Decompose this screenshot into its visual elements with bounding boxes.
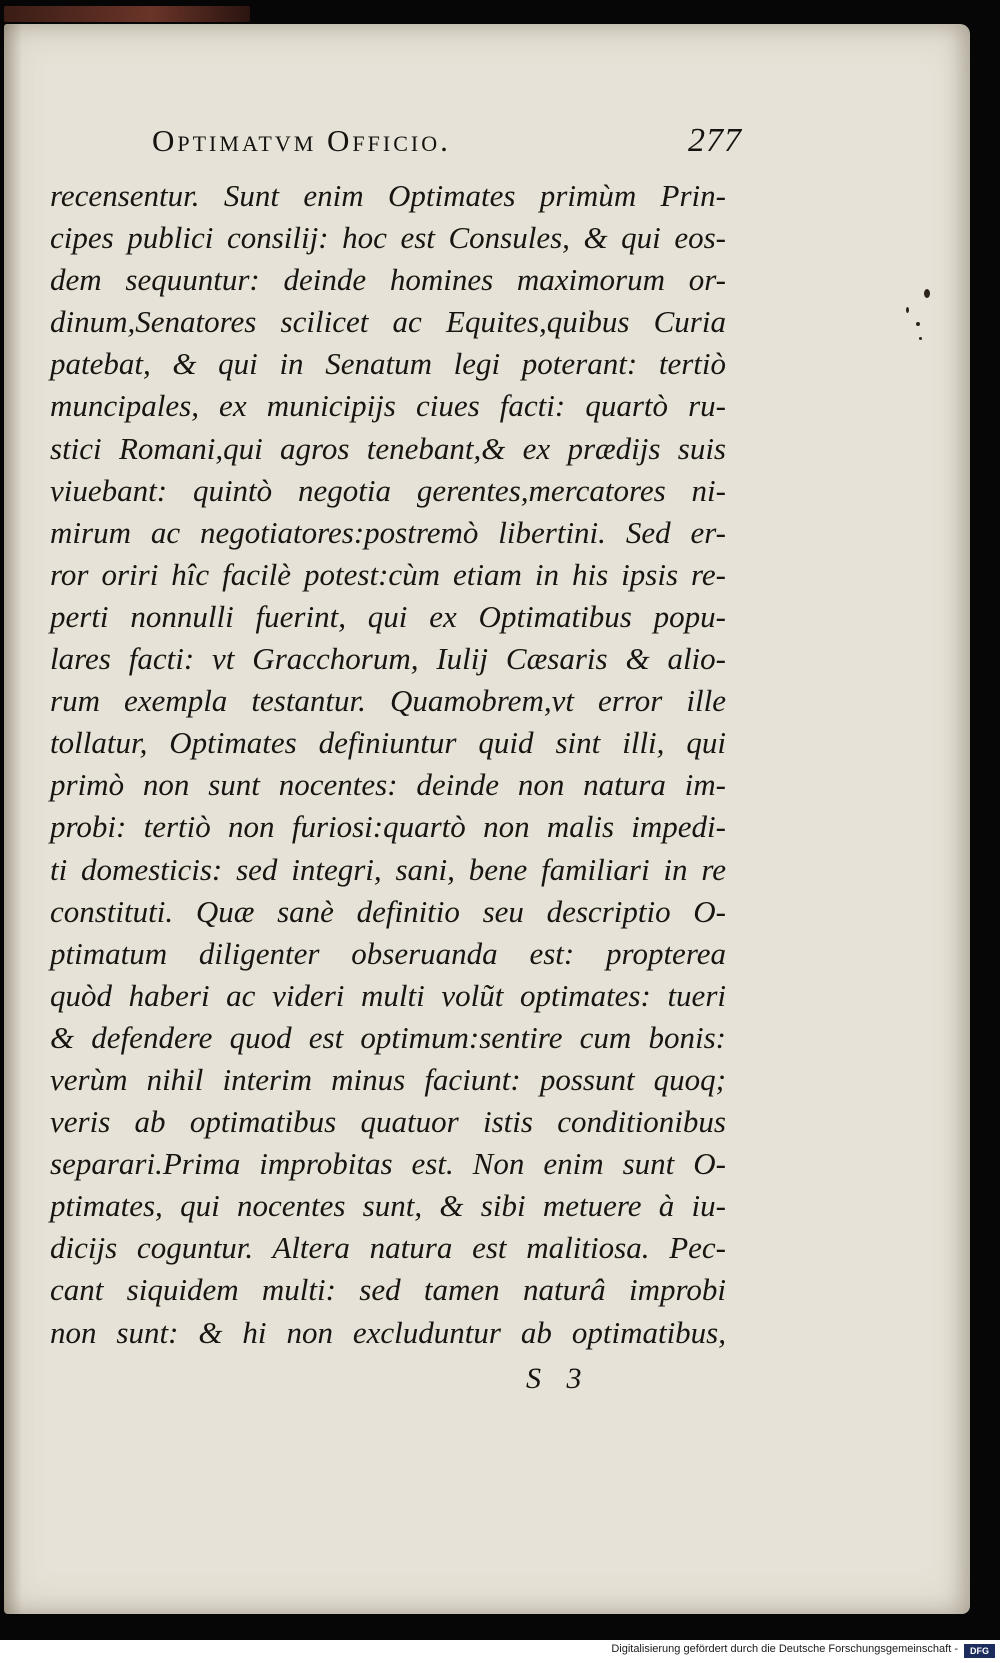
text-line-20: quòd haberi ac videri multi volũt optimates: tueri xyxy=(50,977,726,1013)
text-line-6: muncipales, ex municipijs ciues facti: quartò ru- xyxy=(50,388,726,424)
text-line-12: lares facti: vt Gracchorum, Iulij Cæsaris & alio- xyxy=(50,641,726,677)
dfg-logo: DFG xyxy=(964,1644,995,1658)
text-line-8: viuebant: quintò negotia gerentes,mercatores ni- xyxy=(50,472,726,508)
text-line-15: primò non sunt nocentes: deinde non natura im- xyxy=(50,767,726,803)
margin-speck xyxy=(924,289,930,298)
digitization-credit: Digitalisierung gefördert durch die Deutsche Forschungsgemeinschaft - xyxy=(611,1643,958,1655)
footer-strip xyxy=(0,1640,1000,1663)
text-line-13: rum exempla testantur. Quamobrem,vt error ille xyxy=(50,683,726,719)
margin-speck xyxy=(916,322,920,326)
text-line-11: perti nonnulli fuerint, qui ex Optimatibus popu- xyxy=(50,598,726,634)
margin-speck xyxy=(919,337,922,340)
running-head xyxy=(152,122,742,166)
text-line-5: patebat, & qui in Senatum legi poterant: tertiò xyxy=(50,346,726,382)
text-line-19: ptimatum diligenter obseruanda est: propterea xyxy=(50,935,726,971)
text-line-2: cipes publici consilij: hoc est Consules, & qui eos- xyxy=(50,220,726,256)
running-title: Optimatvm Officio. xyxy=(152,123,451,158)
text-line-9: mirum ac negotiatores:postremò libertini. Sed er- xyxy=(50,514,726,550)
text-line-14: tollatur, Optimates definiuntur quid sint illi, qui xyxy=(50,725,726,761)
body-text xyxy=(50,175,726,1354)
text-line-26: dicijs coguntur. Altera natura est malitiosa. Pec- xyxy=(50,1230,726,1266)
text-line-22: verùm nihil interim minus faciunt: possunt quoq; xyxy=(50,1061,726,1097)
text-line-25: ptimates, qui nocentes sunt, & sibi metuere à iu- xyxy=(50,1188,726,1224)
binding-edge-mark xyxy=(4,6,250,22)
text-line-21: & defendere quod est optimum:sentire cum bonis: xyxy=(50,1019,726,1055)
text-line-28: non sunt: & hi non excluduntur ab optimatibus, xyxy=(50,1314,726,1350)
page-number: 277 xyxy=(688,122,742,159)
margin-speck xyxy=(906,307,909,313)
text-line-4: dinum,Senatores scilicet ac Equites,quibus Curia xyxy=(50,304,726,340)
spine-shadow xyxy=(4,24,22,1614)
text-line-27: cant siquidem multi: sed tamen naturâ improbi xyxy=(50,1272,726,1308)
text-line-3: dem sequuntur: deinde homines maximorum or- xyxy=(50,262,726,298)
text-line-1: recensentur. Sunt enim Optimates primùm Prin- xyxy=(50,178,726,213)
text-line-16: probi: tertiò non furiosi:quartò non malis impedi- xyxy=(50,809,726,845)
book-page xyxy=(4,24,970,1614)
text-line-18: constituti. Quæ sanè definitio seu descriptio O- xyxy=(50,893,726,929)
signature-mark: S 3 xyxy=(526,1362,582,1395)
text-line-23: veris ab optimatibus quatuor istis conditionibus xyxy=(50,1104,726,1140)
text-line-24: separari.Prima improbitas est. Non enim sunt O- xyxy=(50,1146,726,1182)
text-line-10: ror oriri hîc facilè potest:cùm etiam in his ipsis re- xyxy=(50,556,726,592)
text-line-17: ti domesticis: sed integri, sani, bene familiari in re xyxy=(50,851,726,887)
text-line-7: stici Romani,qui agros tenebant,& ex prædijs suis xyxy=(50,430,726,466)
